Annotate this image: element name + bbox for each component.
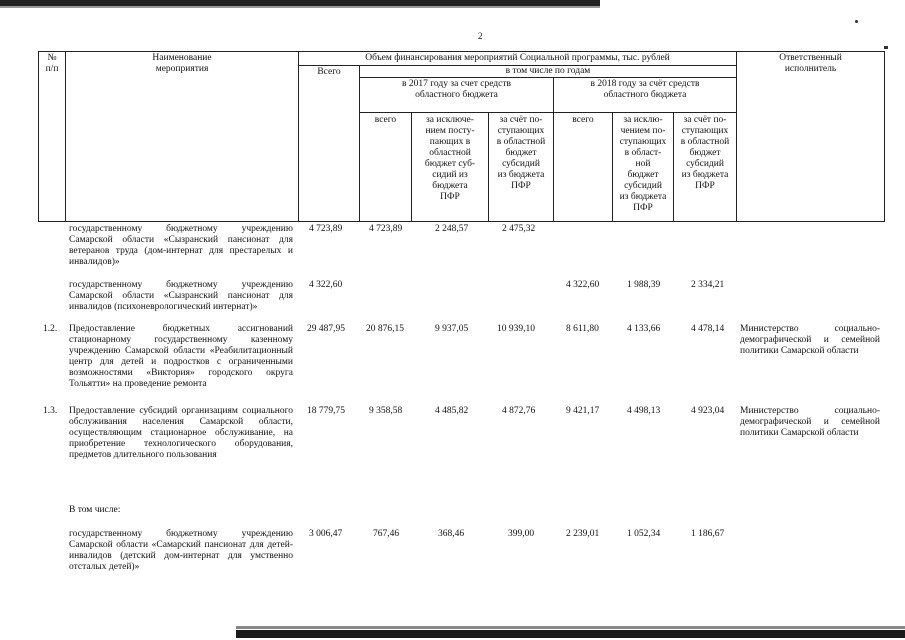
row-name: Предоставление субсидий организациям социального обслуживания населения Самарской области, осуществляющим стационарное обслуживание, на приобретение технологического оборудования, предметов длительного пользования <box>69 406 293 460</box>
row-responsible: Министерство социально-демографической и семейной политики Самарской области <box>740 324 880 356</box>
row-2018-pfr: 4 478,14 <box>691 324 725 334</box>
header-col-name: Наименование мероприятия <box>152 53 212 74</box>
header-col-responsible: Ответственный исполнитель <box>779 53 842 74</box>
row-2018-pfr: 2 334,21 <box>691 280 725 290</box>
row-number: 1.2. <box>43 324 58 334</box>
row-2017-pfr: 4 872,76 <box>502 406 536 416</box>
row-2017-all: 767,46 <box>373 529 400 539</box>
row-name: государственному бюджетному учреждению Самарской области «Сызранский пансионат для ветеранов труда (дом-интернат для престарелых и инвалидов)» <box>69 224 293 267</box>
row-2018-pfr: 1 186,67 <box>691 529 725 539</box>
header-sub-excl-2017: за исключе- нием посту- пающих в областной бюджет суб- сидий из бюджета ПФР <box>424 115 476 202</box>
header-col-2017: в 2017 году за счет средств областного бюджета <box>402 79 511 100</box>
header-sub-all-2018: всего <box>572 115 594 125</box>
row-2017-all: 4 723,89 <box>369 224 403 234</box>
row-2018-excl: 4 498,13 <box>627 406 661 416</box>
header-sub-pfr-2018: за счёт по- ступающих в областной бюджет субсидий из бюджета ПФР <box>680 115 730 191</box>
row-2018-excl: 4 133,66 <box>627 324 661 334</box>
row-2017-excl: 2 248,57 <box>435 224 469 234</box>
header-col-financing: Объем финансирования мероприятий Социальной программы, тыс. рублей <box>365 53 670 63</box>
row-name: Предоставление бюджетных ассигнований стационарному государственному казенному учреждению Самарской области «Реабилитационный центр для детей и подростков с ограниченными возможностями «Виктория» городского округа Тольятти» на проведение ремонта <box>69 324 293 389</box>
row-total: 18 779,75 <box>307 406 345 416</box>
row-number: 1.3. <box>43 406 58 416</box>
row-2018-excl: 1 052,34 <box>627 529 661 539</box>
scan-artifact-top-shadow <box>0 6 600 8</box>
row-2017-all: 9 358,58 <box>369 406 403 416</box>
row-total: 29 487,95 <box>307 324 345 334</box>
header-sub-pfr-2017: за счёт по- ступающих в областной бюджет субсидий из бюджета ПФР <box>496 115 546 191</box>
row-2018-all: 4 322,60 <box>566 280 600 290</box>
row-2017-excl: 4 485,82 <box>435 406 469 416</box>
header-col-including: в том числе по годам <box>505 66 591 76</box>
row-name: государственному бюджетному учреждению Самарской области «Сызранский пансионат для инвалидов (психоневрологический интернат)» <box>69 280 293 312</box>
row-2018-all: 9 421,17 <box>566 406 600 416</box>
row-2018-all: 8 611,80 <box>566 324 599 334</box>
scan-speck <box>884 46 888 49</box>
table-header <box>38 51 885 221</box>
header-col-total: Всего <box>317 67 341 77</box>
row-2018-excl: 1 988,39 <box>627 280 661 290</box>
header-sub-all-2017: всего <box>374 115 397 125</box>
row-2018-all: 2 239,01 <box>566 529 600 539</box>
row-total: 3 006,47 <box>309 529 343 539</box>
header-sub-excl-2018: за исклю- чением по- ступающих в област- ной бюджет субсидий из бюджета ПФР <box>619 115 667 213</box>
row-2017-pfr: 10 939,10 <box>497 324 535 334</box>
scan-artifact-bottom-shadow <box>236 626 905 629</box>
header-col-2018: в 2018 году за счёт средств областного бюджета <box>590 79 700 100</box>
scan-artifact-bottom <box>236 630 905 638</box>
row-total: 4 723,89 <box>309 224 343 234</box>
row-2017-excl: 9 937,05 <box>435 324 469 334</box>
row-2017-all: 20 876,15 <box>366 324 404 334</box>
row-name: В том числе: <box>69 505 121 515</box>
row-name: государственному бюджетному учреждению Самарской области «Самарский пансионат для детей-инвалидов (детский дом-интернат для умственно отсталых детей)» <box>69 529 293 572</box>
row-2017-pfr: 2 475,32 <box>502 224 536 234</box>
row-responsible: Министерство социально-демографической и семейной политики Самарской области <box>740 406 880 438</box>
row-total: 4 322,60 <box>309 280 343 290</box>
page-number: 2 <box>478 31 483 41</box>
scan-speck <box>855 20 858 23</box>
row-2017-excl: 368,46 <box>438 529 465 539</box>
row-2017-pfr: 399,00 <box>508 529 535 539</box>
row-2018-pfr: 4 923,04 <box>691 406 725 416</box>
header-col-number: № п/п <box>45 53 59 74</box>
